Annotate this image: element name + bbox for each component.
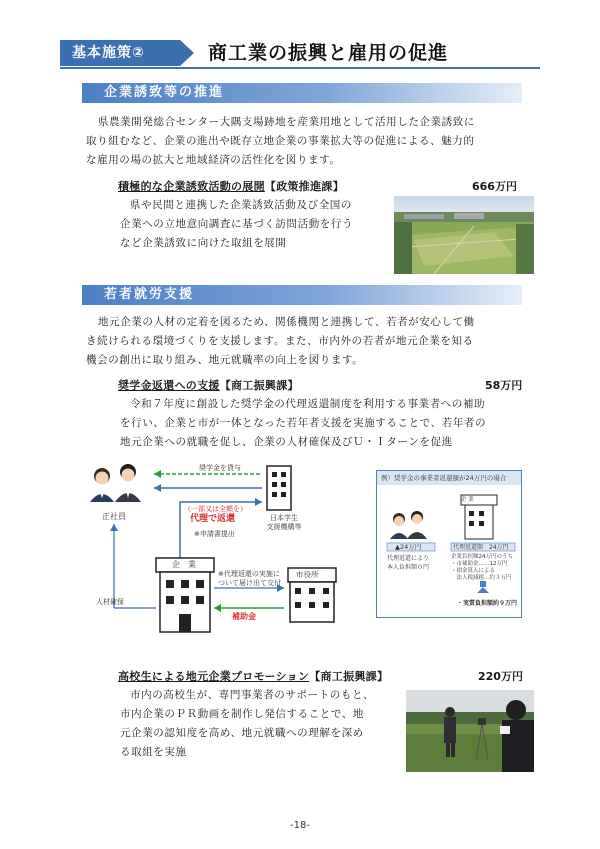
policy-tag-arrow <box>180 40 194 66</box>
hr-label: 人材確保 <box>96 598 124 606</box>
section-intro <box>86 113 526 170</box>
item-dept: 【商工振興課】 <box>309 670 389 683</box>
example-actual: ・実質負担額約９万円 <box>457 600 518 607</box>
example-breakdown-line: ・損金算入による <box>451 568 496 574</box>
item-dept: 【政策推進課】 <box>264 180 345 193</box>
subsidy-label: 補助金 <box>232 612 256 621</box>
example-box <box>376 470 522 618</box>
desc-line: 県や民間と連携した企業誘致活動及び全国の <box>130 199 352 211</box>
item-title-text: 奨学金返還への支援 <box>118 379 220 392</box>
jasso-building-icon <box>267 466 291 510</box>
item-title <box>118 178 344 194</box>
item-amount: 58万円 <box>485 379 523 392</box>
company-building-icon <box>156 558 214 632</box>
apply-note: ※申請書提出 <box>194 530 235 538</box>
desc-line: 元企業の認知度を高め、地元就職への理解を深め <box>120 727 364 739</box>
intro-line: 機会の創出に取り組み、地元就職率の向上を図ります。 <box>86 354 364 366</box>
section-heading-bar <box>82 285 522 305</box>
desc-line: 企業への立地意向調査に基づく訪問活動を行う <box>120 218 354 230</box>
employee-icon <box>90 464 141 502</box>
proxy-label: 代理で返還 <box>190 514 236 524</box>
proxy-note: （一部又は全額を） <box>184 505 247 513</box>
item-description <box>120 686 400 762</box>
example-self-amount: ▲24万円 <box>395 543 422 551</box>
section-heading-bar <box>82 83 522 103</box>
desc-line: を行い、企業と市が一体となった若年者支援を実施することで、若年者の <box>120 417 487 429</box>
page-number: -18- <box>290 820 310 831</box>
example-proxy-amount: 代理返還額 24万円 <box>453 544 509 551</box>
intro-line: 地元企業の人材の定着を図るため、関係機関と連携して、若者が安心して働 <box>98 316 475 328</box>
intro-line: 取り組むなど、企業の進出や既存立地企業の事業拡大等の促進による、魅力的 <box>86 135 475 147</box>
cityhall-label: 市役所 <box>296 570 319 579</box>
desc-line: 地元企業への就職を促し、企業の人材確保及びＵ・Ｉターンを促進 <box>120 436 453 448</box>
section-heading: 若者就労支援 <box>104 287 195 302</box>
example-self-note-line: 本人負担額０円 <box>387 564 430 571</box>
aerial-site-photo <box>394 196 534 274</box>
item-description <box>120 196 390 253</box>
report-note <box>218 570 281 588</box>
example-breakdown-line: ・市補助金……12万円 <box>451 561 508 567</box>
example-employee-icon <box>390 511 427 539</box>
example-company-label: 企 業 <box>461 497 474 503</box>
item-title-text: 高校生による地元企業プロモーション <box>118 670 310 683</box>
students-filming-photo <box>406 690 534 772</box>
page-header <box>60 34 540 68</box>
employee-label: 正社員 <box>102 512 126 521</box>
company-label: 企 業 <box>172 560 196 569</box>
item-dept: 【商工振興課】 <box>219 379 299 392</box>
jasso-label <box>264 514 304 532</box>
example-self-note <box>387 554 429 572</box>
section-heading: 企業誘致等の推進 <box>104 85 225 100</box>
example-title: 例）奨学金の事業者返還額が24万円の場合 <box>381 474 507 482</box>
desc-line: る取組を実施 <box>120 746 187 758</box>
item-title <box>118 668 388 684</box>
intro-line: 県農業開発総合センター大隅支場跡地を産業用地として活用した企業誘致に <box>98 116 475 128</box>
example-breakdown-line: 企業負担額24万円のうち <box>451 554 513 560</box>
page-title: 商工業の振興と雇用の促進 <box>208 42 449 64</box>
desc-line: 市内の高校生が、専門事業者のサポートのもと、 <box>130 689 375 701</box>
policy-tag: 基本施策② <box>60 40 180 66</box>
section-intro <box>86 313 526 370</box>
item-title <box>118 377 299 393</box>
desc-line: 令和７年度に創設した奨学金の代理返還制度を利用する事業者への補助 <box>130 398 486 410</box>
proxy-repayment-diagram <box>84 458 369 638</box>
desc-line: 市内企業のＰＲ動画を制作し発信することで、地 <box>120 708 364 720</box>
report-note-line: ついて届け出て交付 <box>218 579 281 587</box>
item-amount: 220万円 <box>478 670 523 683</box>
loan-label: 奨学金を貸与 <box>199 464 241 472</box>
desc-line: など企業誘致に向けた取組を展開 <box>120 237 287 249</box>
item-description <box>120 395 530 452</box>
report-note-line: ※代理返還の実施に <box>218 570 280 578</box>
item-title-text: 積極的な企業誘致活動の展開 <box>118 180 265 193</box>
example-breakdown <box>451 554 513 582</box>
intro-line: き続けられる環境づくりを支援します。また、市内外の若者が地元企業を知る <box>86 335 474 347</box>
item-amount: 666万円 <box>472 180 517 193</box>
jasso-label-line: 支援機構等 <box>266 523 302 531</box>
jasso-label-line: 日本学生 <box>270 514 298 522</box>
example-self-note-line: 代理返還により <box>387 555 430 562</box>
intro-line: な雇用の場の拡大と地域経済の活性化を図ります。 <box>86 154 341 166</box>
example-breakdown-line: 法人税減税…約３万円 <box>451 575 512 581</box>
header-rule <box>60 67 540 69</box>
